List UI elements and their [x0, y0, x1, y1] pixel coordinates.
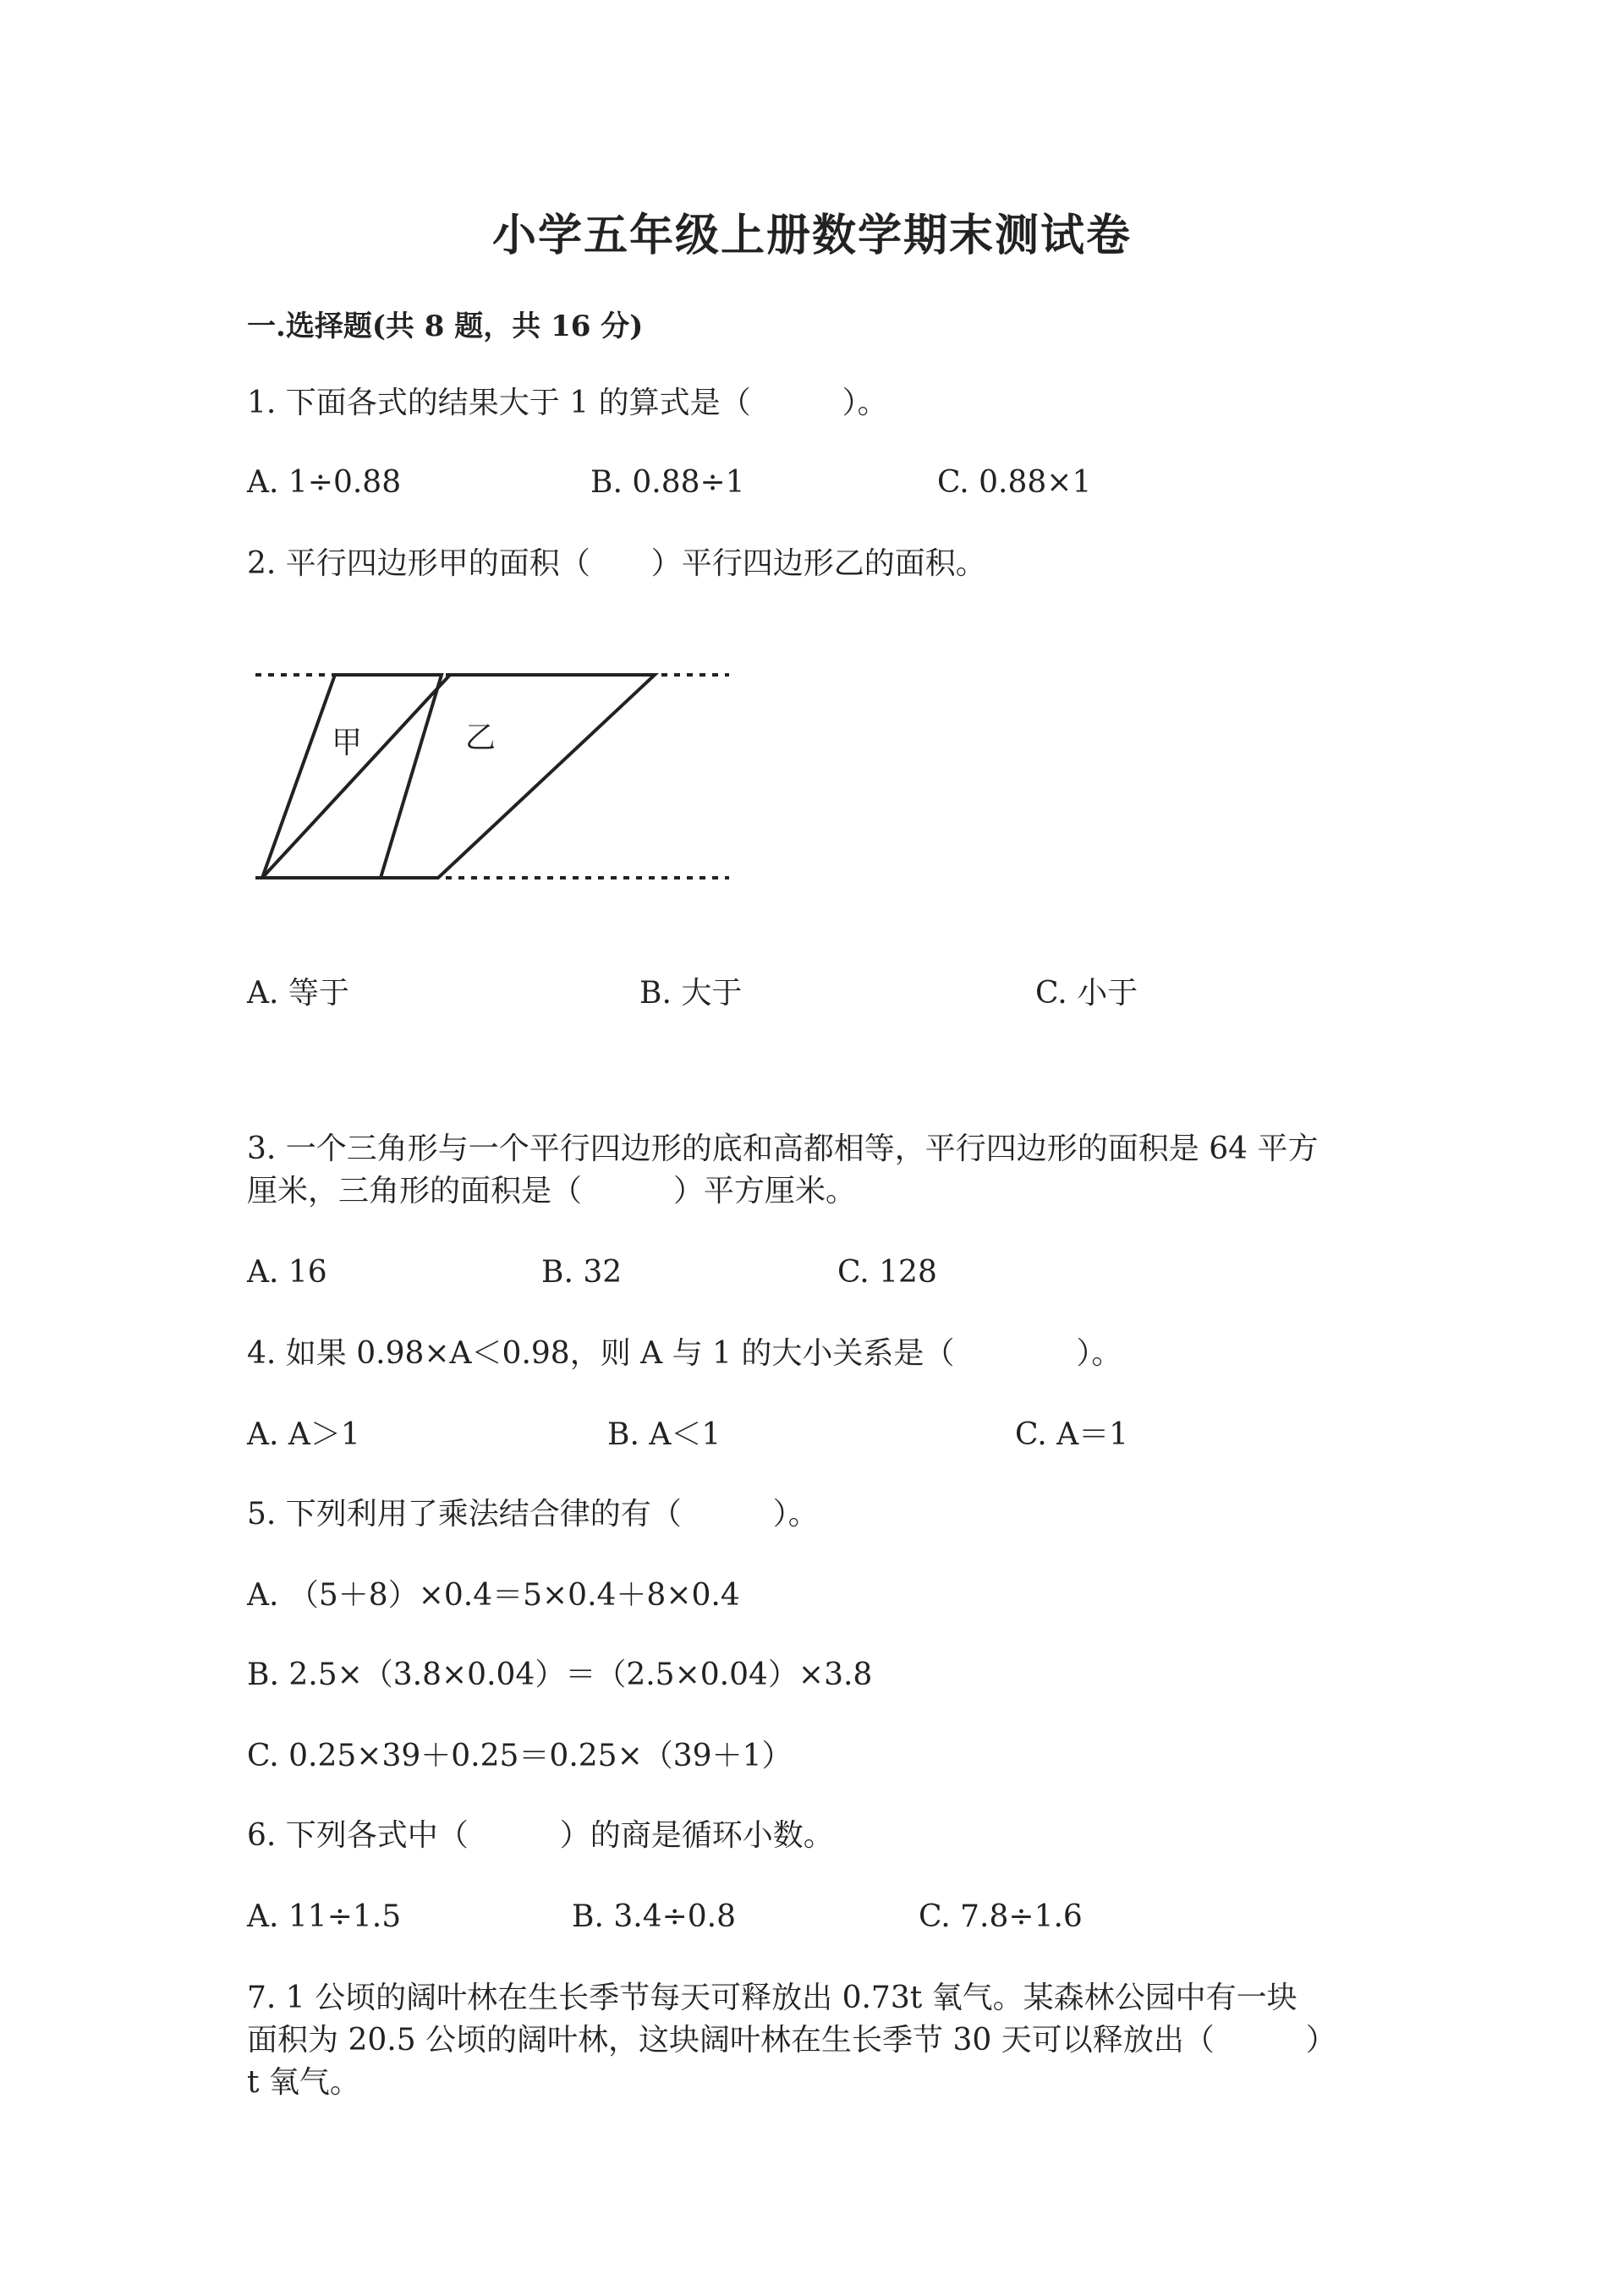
q2-option-a: A. 等于: [247, 976, 349, 1011]
q5-option-b: B. 2.5×（3.8×0.04）＝（2.5×0.04）×3.8: [247, 1658, 873, 1692]
q5-option-c: C. 0.25×39＋0.25＝0.25×（39＋1）: [247, 1739, 793, 1773]
q3-option-b: B. 32: [541, 1255, 623, 1290]
question-2-stem: 2. 平行四边形甲的面积（ ）平行四边形乙的面积。: [247, 546, 986, 581]
q1-option-c: C. 0.88×1: [937, 465, 1092, 500]
q4-option-a: A. A＞1: [247, 1417, 360, 1452]
q6-option-b: B. 3.4÷0.8: [572, 1899, 737, 1934]
question-7-stem-line-1: 7. 1 公顷的阔叶林在生长季节每天可释放出 0.73t 氧气。某森林公园中有一块: [247, 1981, 1298, 2015]
q5-option-a: A. （5＋8）×0.4＝5×0.4＋8×0.4: [247, 1578, 740, 1613]
label-jia: 甲: [332, 726, 363, 760]
question-7-stem-line-3: t 氧气。: [247, 2065, 360, 2100]
q4-option-b: B. A＜1: [607, 1417, 721, 1452]
q2-option-b: B. 大于: [639, 976, 743, 1011]
question-5-stem: 5. 下列利用了乘法结合律的有（ ）。: [247, 1497, 819, 1532]
question-7-stem-line-2: 面积为 20.5 公顷的阔叶林，这块阔叶林在生长季节 30 天可以释放出（ ）: [247, 2023, 1336, 2058]
page-title: 小学五年级上册数学期末测试卷: [491, 210, 1132, 261]
question-3-stem-line-2: 厘米，三角形的面积是（ ）平方厘米。: [247, 1174, 857, 1208]
q1-option-b: B. 0.88÷1: [590, 465, 745, 500]
q2-option-c: C. 小于: [1035, 976, 1138, 1011]
q4-option-c: C. A＝1: [1015, 1417, 1129, 1452]
question-3-stem-line-1: 3. 一个三角形与一个平行四边形的底和高都相等，平行四边形的面积是 64 平方: [247, 1132, 1319, 1166]
q3-option-c: C. 128: [837, 1255, 937, 1290]
q6-option-a: A. 11÷1.5: [247, 1899, 402, 1934]
q3-option-a: A. 16: [247, 1255, 327, 1290]
section-heading: 一.选择题(共 8 题，共 16 分): [247, 310, 644, 343]
label-yi: 乙: [465, 721, 497, 755]
parallelogram-figure: [247, 653, 754, 890]
q1-option-a: A. 1÷0.88: [247, 465, 402, 500]
parallelogram-yi: [262, 675, 655, 878]
question-6-stem: 6. 下列各式中（ ）的商是循环小数。: [247, 1818, 834, 1853]
question-4-stem: 4. 如果 0.98×A＜0.98，则 A 与 1 的大小关系是（ ）。: [247, 1336, 1122, 1371]
q6-option-c: C. 7.8÷1.6: [919, 1899, 1083, 1934]
question-1-stem: 1. 下面各式的结果大于 1 的算式是（ ）。: [247, 386, 888, 420]
